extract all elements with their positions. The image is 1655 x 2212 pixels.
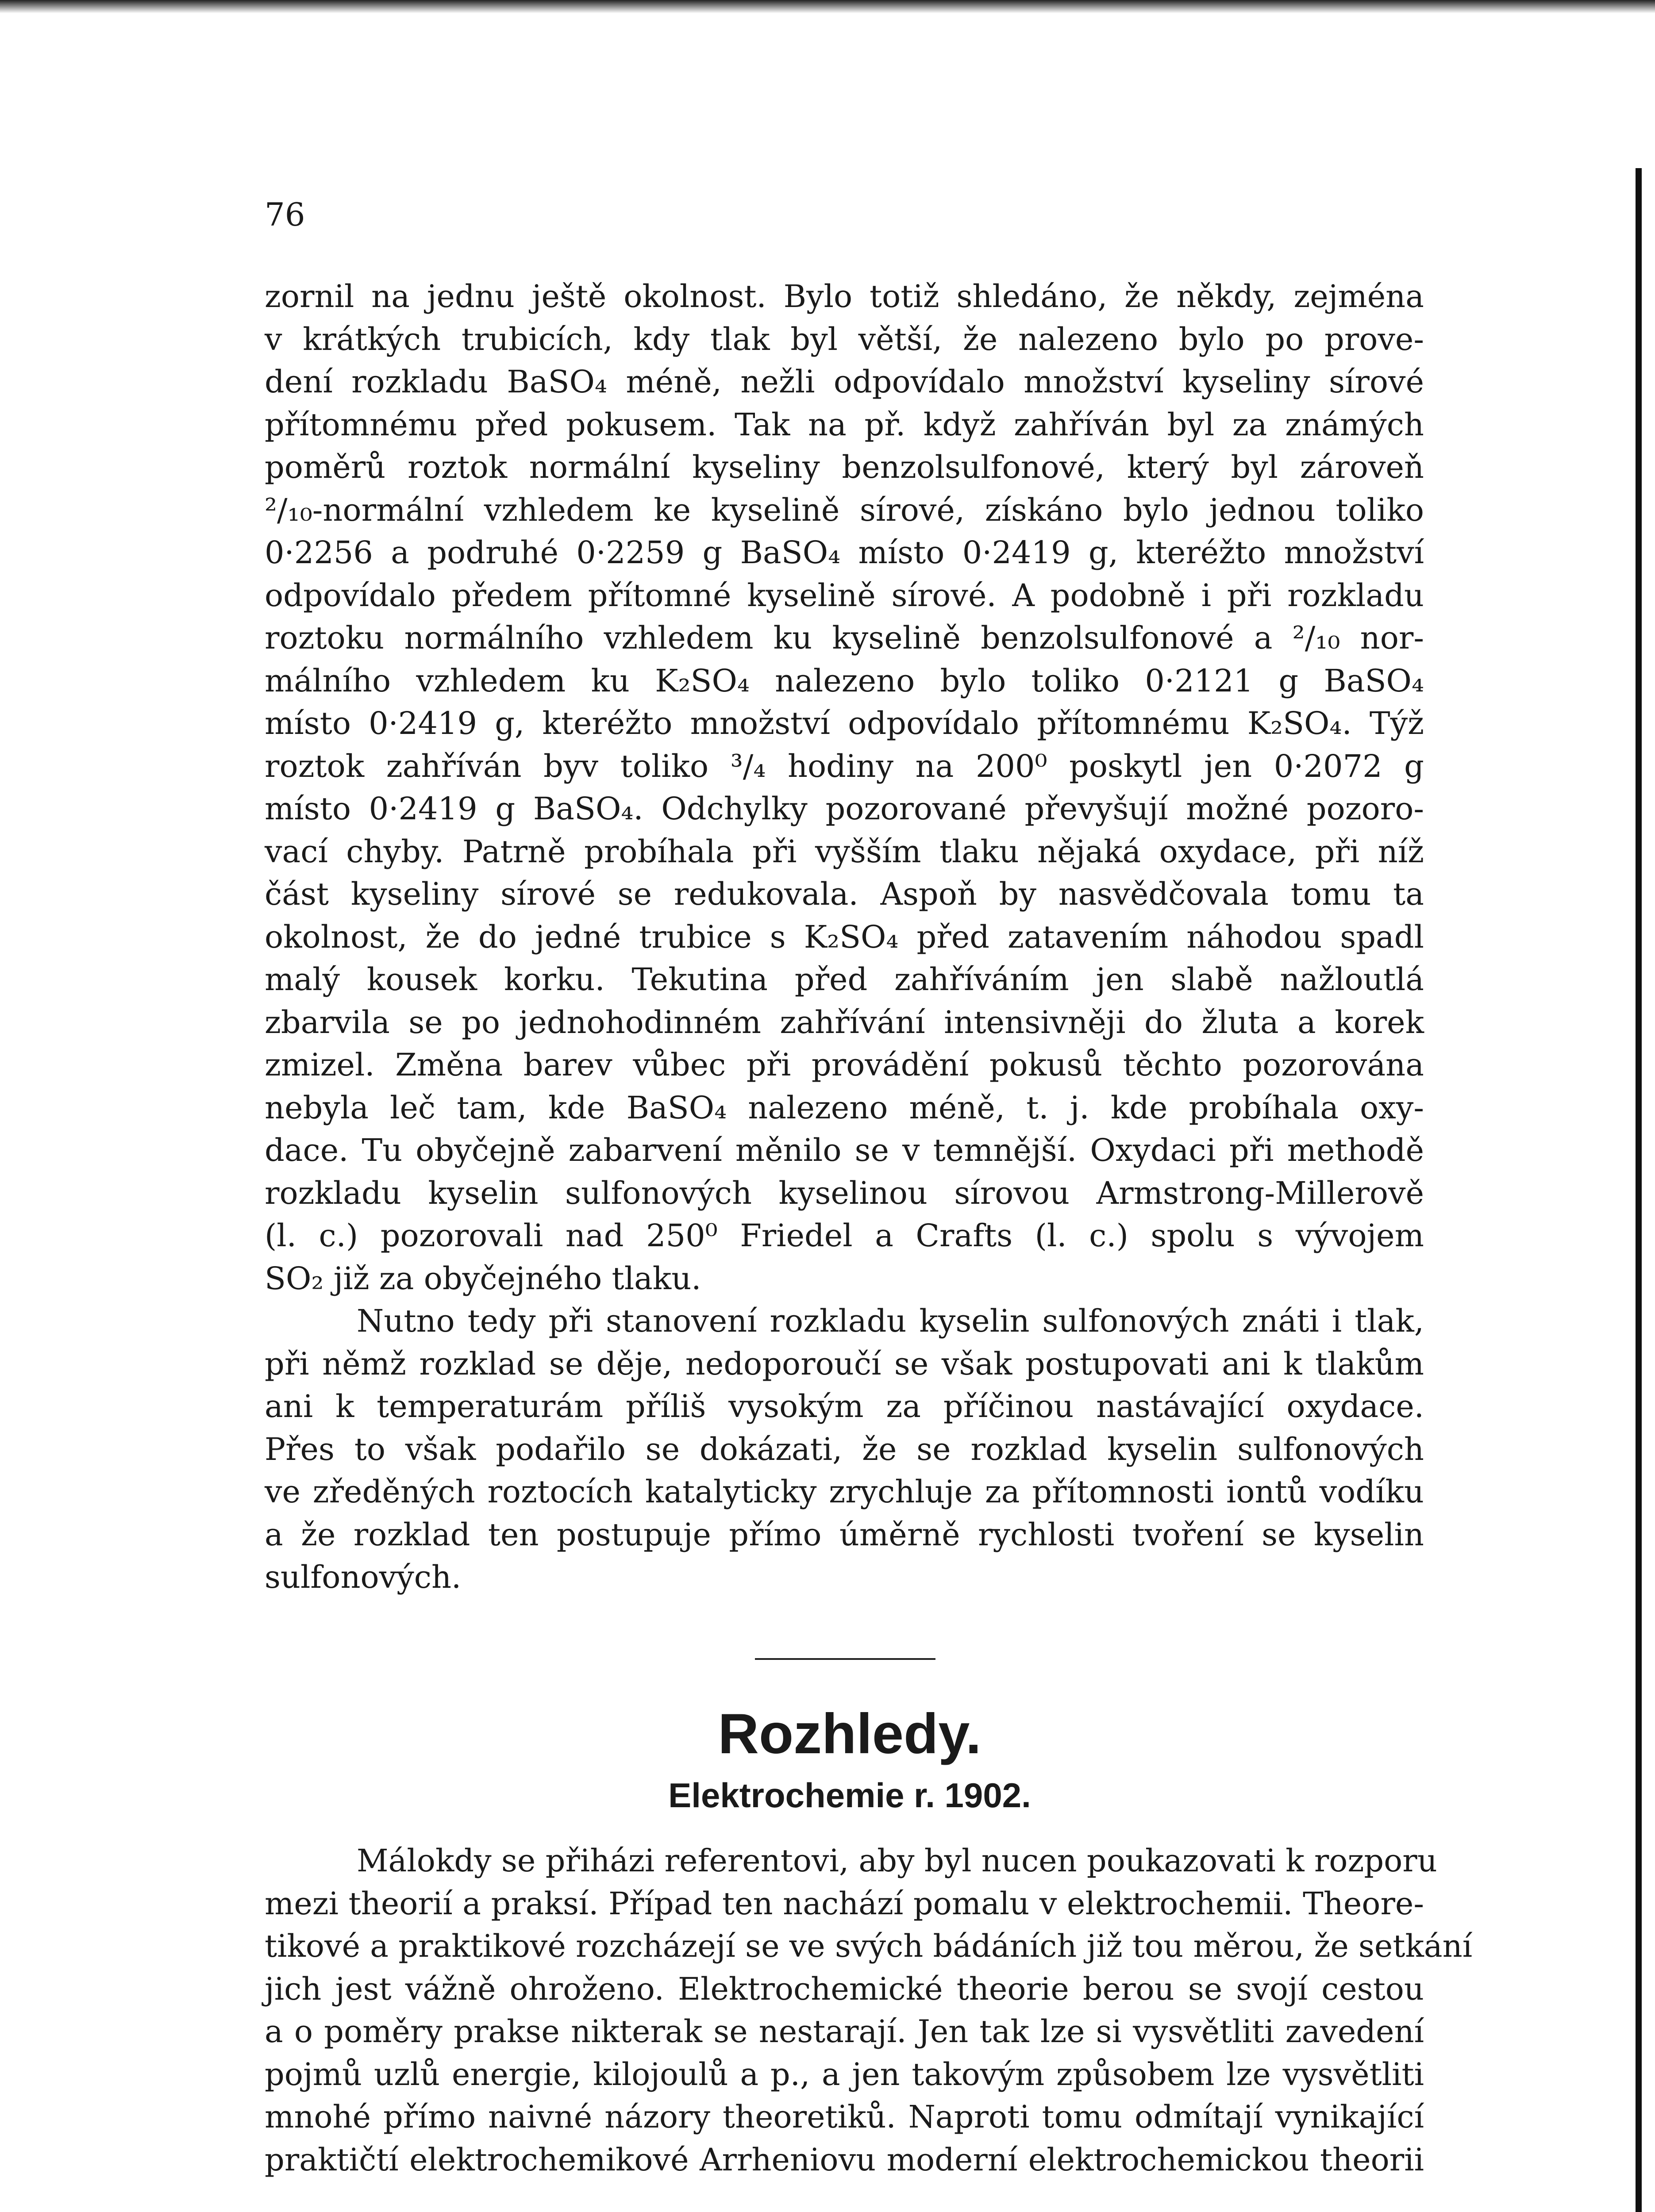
text-line: Málokdy se přiházi referentovi, aby byl nucen poukazovati k rozporu	[357, 1843, 1437, 1879]
text-line: mezi theorií a praksí. Případ ten nachází pomalu v elektrochemii. Theore-	[265, 1885, 1424, 1922]
text-line: praktičtí elektrochemikové Arrheniovu moderní elektrochemickou theorii	[265, 2141, 1424, 2178]
text-line: roztoku normálního vzhledem ku kyselině benzolsulfonové a ²/₁₀ nor-	[265, 620, 1424, 656]
section-divider	[755, 1658, 935, 1660]
text-line: při němž rozklad se děje, nedoporoučí se však postupovati ani k tlakům	[265, 1345, 1424, 1382]
article-body	[265, 275, 1424, 1599]
text-line: přítomnému před pokusem. Tak na př. když zahříván byl za známých	[265, 406, 1424, 443]
text-line: v krátkých trubicích, kdy tlak byl větší, že nalezeno bylo po prove-	[265, 321, 1424, 357]
text-line: a že rozklad ten postupuje přímo úměrně rychlosti tvoření se kyselin	[265, 1516, 1424, 1553]
text-line: vací chyby. Patrně probíhala při vyšším tlaku nějaká oxydace, při níž	[265, 833, 1424, 870]
text-line: roztok zahříván byv toliko ³/₄ hodiny na 200⁰ poskytl jen 0·2072 g	[265, 748, 1424, 784]
text-line: a o poměry prakse nikterak se nestarají. Jen tak lze si vysvětliti zavedení	[265, 2013, 1424, 2050]
text-line: místo 0·2419 g, kteréžto množství odpovídalo přítomnému K₂SO₄. Týž	[265, 705, 1424, 741]
text-line: tikové a praktikové rozcházejí se ve svých bádáních již tou měrou, že setkání	[265, 1928, 1473, 1964]
text-line: malý kousek korku. Tekutina před zahříváním jen slabě nažloutlá	[265, 961, 1424, 998]
text-line: dení rozkladu BaSO₄ méně, nežli odpovídalo množství kyseliny sírové	[265, 364, 1424, 400]
text-line: zbarvila se po jednohodinném zahřívání intensivněji do žluta a korek	[265, 1004, 1424, 1041]
text-line: ani k temperaturám příliš vysokým za příčinou nastávající oxydace.	[265, 1388, 1424, 1425]
text-line: Nutno tedy při stanovení rozkladu kyselin sulfonových znáti i tlak,	[357, 1303, 1424, 1339]
text-line: SO₂ již za obyčejného tlaku.	[265, 1260, 701, 1297]
text-line: místo 0·2419 g BaSO₄. Odchylky pozorované převyšují možné pozoro-	[265, 791, 1424, 827]
subsection-title: Elektrochemie r. 1902.	[668, 1776, 1031, 1815]
text-line: ve zředěných roztocích katalyticky zrychluje za přítomnosti iontů vodíku	[265, 1474, 1424, 1510]
text-line: mnohé přímo naivné názory theoretiků. Naproti tomu odmítají vynikající	[265, 2099, 1424, 2135]
text-line: poměrů roztok normální kyseliny benzolsulfonové, který byl zároveň	[265, 449, 1424, 485]
text-line: málního vzhledem ku K₂SO₄ nalezeno bylo toliko 0·2121 g BaSO₄	[265, 662, 1424, 699]
text-line: 0·2256 a podruhé 0·2259 g BaSO₄ místo 0·2419 g, kteréžto množství	[265, 534, 1424, 571]
text-line: pojmů uzlů energie, kilojoulů a p., a jen takovým způsobem lze vysvětliti	[265, 2056, 1424, 2093]
text-line: sulfonových.	[265, 1559, 462, 1595]
scan-right-edge	[1636, 168, 1642, 2212]
text-line: jich jest vážně ohroženo. Elektrochemické theorie berou se svojí cestou	[265, 1970, 1424, 2007]
section-title: Rozhledy.	[718, 1702, 981, 1766]
text-line: odpovídalo předem přítomné kyselině sírové. A podobně i při rozkladu	[265, 577, 1424, 614]
text-line: Přes to však podařilo se dokázati, že se rozklad kyselin sulfonových	[265, 1431, 1424, 1467]
text-line: nebyla leč tam, kde BaSO₄ nalezeno méně, t. j. kde probíhala oxy-	[265, 1089, 1424, 1126]
text-line: zmizel. Změna barev vůbec při provádění pokusů těchto pozorována	[265, 1047, 1424, 1083]
text-line: ²/₁₀-normální vzhledem ke kyselině sírové, získáno bylo jednou toliko	[265, 492, 1424, 528]
text-line: dace. Tu obyčejně zabarvení měnilo se v temnější. Oxydaci při methodě	[265, 1132, 1424, 1168]
text-line: část kyseliny sírové se redukovala. Aspoň by nasvědčovala tomu ta	[265, 876, 1424, 912]
text-line: rozkladu kyselin sulfonových kyselinou sírovou Armstrong-Millerově	[265, 1175, 1424, 1211]
review-body	[265, 1839, 1473, 2181]
text-line: okolnost, že do jedné trubice s K₂SO₄ před zatavením náhodou spadl	[265, 918, 1424, 955]
scan-top-edge	[0, 0, 1655, 13]
text-line: zornil na jednu ještě okolnost. Bylo totiž shledáno, že někdy, zejména	[265, 278, 1424, 315]
text-line: (l. c.) pozorovali nad 250⁰ Friedel a Crafts (l. c.) spolu s vývojem	[265, 1217, 1424, 1254]
page-number: 76	[265, 196, 305, 233]
